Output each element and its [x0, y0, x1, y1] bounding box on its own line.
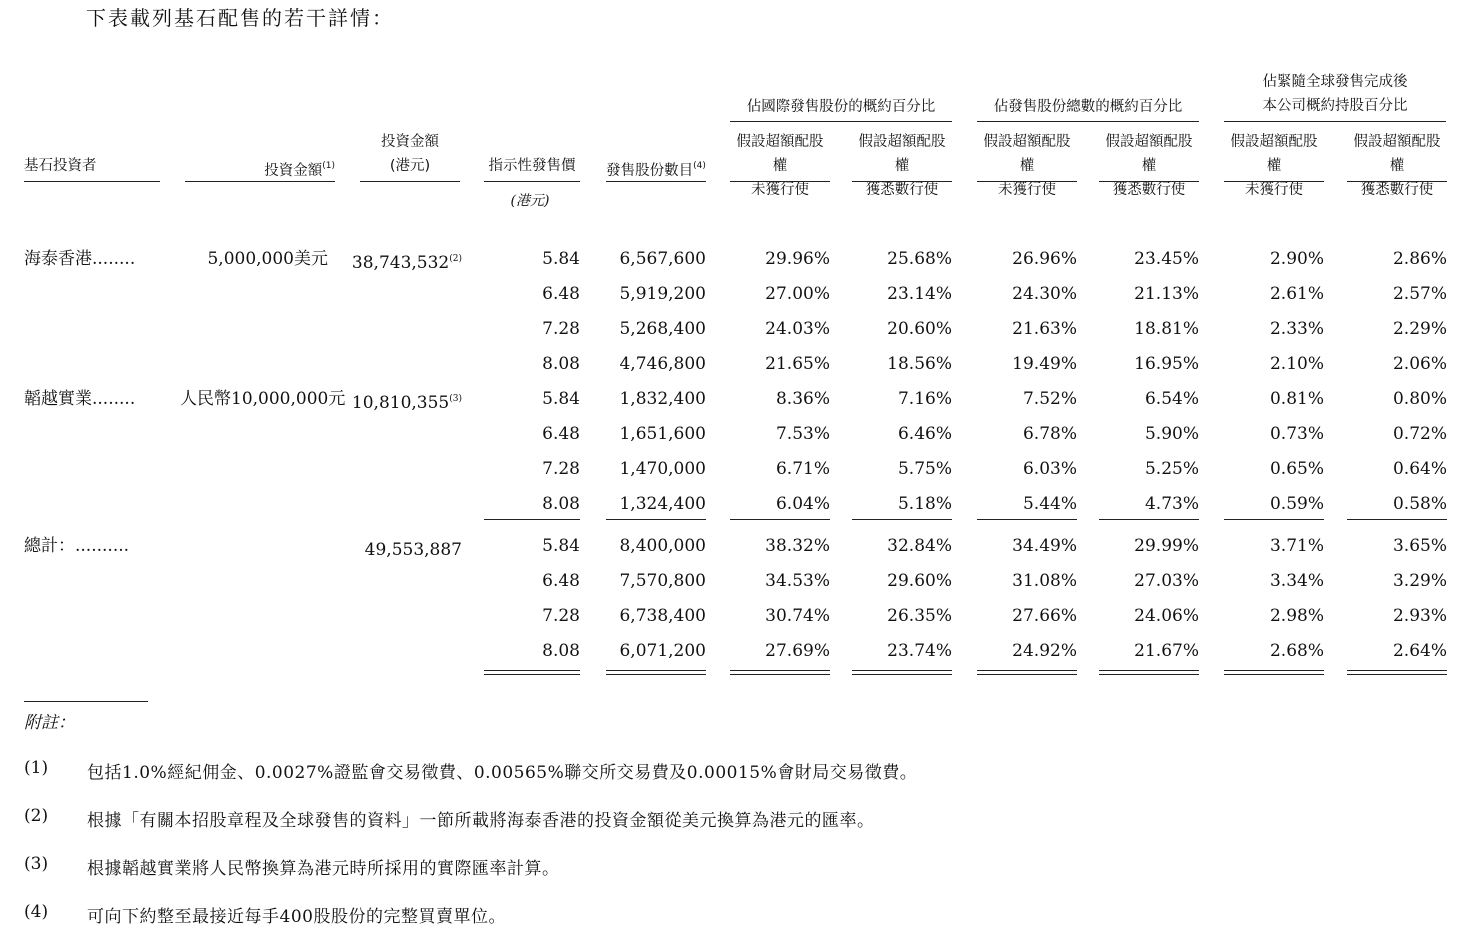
cell-pct-total-fully-exercised-value: 4.73% — [1144, 494, 1199, 514]
cell-pct-holding-fully-exercised-value: 2.57% — [1392, 284, 1447, 304]
subtotal-rule-p1 — [730, 519, 830, 520]
total-rule-p2 — [852, 670, 952, 675]
notes-divider — [24, 701, 148, 702]
cell-shares — [606, 493, 706, 515]
subtotal-rule-p2 — [852, 519, 952, 520]
cell-pct-holding-not-exercised — [1224, 570, 1324, 592]
cell-pct-holding-fully-exercised-value: 2.93% — [1392, 606, 1447, 626]
header-p4-line1: 假設超額配股權 — [1105, 134, 1193, 174]
header-group3-line2: 本公司概約持股百分比 — [1262, 98, 1408, 114]
note-text: 根據「有關本招股章程及全球發售的資料」一節所載將海泰香港的投資金額從美元換算為港元的匯率。 — [87, 811, 875, 831]
cell-shares — [606, 423, 706, 445]
cell-pct-intl-fully-exercised-value: 25.68% — [887, 249, 952, 269]
total-rule-p4 — [1099, 670, 1199, 675]
cell-pct-intl-not-exercised — [730, 640, 830, 662]
cell-pct-intl-fully-exercised-value: 23.14% — [887, 284, 952, 304]
cell-pct-total-not-exercised — [977, 318, 1077, 340]
cell-pct-intl-fully-exercised — [852, 458, 952, 480]
note-text: 包括1.0%經紀佣金、0.0027%證監會交易徵費、0.00565%聯交所交易費及0.00015%會財局交易徵費。 — [87, 763, 918, 783]
cell-pct-intl-fully-exercised — [852, 535, 952, 557]
cell-pct-holding-fully-exercised-value: 2.29% — [1392, 319, 1447, 339]
cell-pct-holding-fully-exercised — [1347, 248, 1447, 270]
cell-pct-holding-fully-exercised — [1347, 353, 1447, 375]
cell-pct-intl-fully-exercised-value: 7.16% — [897, 389, 952, 409]
cell-pct-holding-fully-exercised-value: 2.64% — [1392, 641, 1447, 661]
cell-price-value: 8.08 — [542, 494, 580, 514]
header-price-rule — [484, 181, 580, 182]
header-amount-hkd-line1: 投資金額 — [381, 134, 439, 150]
cell-price-value: 8.08 — [542, 641, 580, 661]
cell-pct-holding-fully-exercised — [1347, 570, 1447, 592]
cell-price — [484, 640, 580, 662]
cell-price-value: 6.48 — [542, 284, 580, 304]
header-p6-line2: 獲悉數行使 — [1360, 182, 1434, 198]
header-group-international-rule — [730, 121, 952, 122]
header-p6-line1: 假設超額配股權 — [1353, 134, 1441, 174]
cell-pct-intl-not-exercised — [730, 423, 830, 445]
note-number: (2) — [24, 806, 49, 826]
cell-pct-total-not-exercised-value: 26.96% — [1012, 249, 1077, 269]
header-investor-rule — [24, 181, 160, 182]
cell-pct-total-not-exercised-value: 5.44% — [1022, 494, 1077, 514]
cell-pct-holding-fully-exercised — [1347, 535, 1447, 557]
cell-pct-total-not-exercised — [977, 248, 1077, 270]
cell-investor — [24, 535, 160, 557]
header-shares-sup: (4) — [693, 161, 706, 171]
cell-pct-holding-not-exercised — [1224, 640, 1324, 662]
header-shares — [606, 154, 706, 183]
cell-pct-intl-not-exercised-value: 38.32% — [765, 536, 830, 556]
cell-pct-total-not-exercised-value: 21.63% — [1012, 319, 1077, 339]
cell-price-value: 7.28 — [542, 606, 580, 626]
cell-pct-total-not-exercised-value: 19.49% — [1012, 354, 1077, 374]
header-p1-rule — [730, 181, 830, 182]
cell-shares — [606, 535, 706, 557]
header-p4-line2: 獲悉數行使 — [1112, 182, 1186, 198]
cell-shares — [606, 640, 706, 662]
cell-pct-intl-fully-exercised-value: 23.74% — [887, 641, 952, 661]
cell-price-value: 5.84 — [542, 536, 580, 556]
cell-pct-holding-not-exercised — [1224, 535, 1324, 557]
cell-pct-holding-not-exercised-value: 0.81% — [1269, 389, 1324, 409]
cell-price — [484, 318, 580, 340]
cell-pct-intl-fully-exercised — [852, 493, 952, 515]
cell-pct-total-not-exercised-value: 31.08% — [1012, 571, 1077, 591]
cell-pct-holding-fully-exercised-value: 0.72% — [1392, 424, 1447, 444]
header-group-total: 佔發售股份總數的概約百分比 — [993, 99, 1183, 115]
cell-investor-value: 韜越實業........ — [24, 389, 136, 409]
cell-pct-total-fully-exercised-value: 16.95% — [1134, 354, 1199, 374]
subtotal-rule-p4 — [1099, 519, 1199, 520]
cell-pct-total-fully-exercised-value: 5.90% — [1144, 424, 1199, 444]
cell-pct-holding-not-exercised-value: 2.90% — [1269, 249, 1324, 269]
cell-pct-total-fully-exercised-value: 24.06% — [1134, 606, 1199, 626]
cell-pct-total-fully-exercised — [1099, 493, 1199, 515]
header-amount-hkd — [360, 130, 460, 178]
header-p2-rule — [852, 181, 952, 182]
cell-pct-intl-not-exercised — [730, 535, 830, 557]
cell-pct-total-not-exercised-value: 27.66% — [1012, 606, 1077, 626]
cell-pct-total-fully-exercised-value: 18.81% — [1134, 319, 1199, 339]
cell-pct-intl-fully-exercised — [852, 353, 952, 375]
cell-shares-value: 1,324,400 — [619, 494, 706, 514]
cell-pct-intl-not-exercised-value: 8.36% — [775, 389, 830, 409]
cell-shares-value: 5,268,400 — [619, 319, 706, 339]
cell-pct-total-not-exercised — [977, 570, 1077, 592]
cell-shares — [606, 605, 706, 627]
cell-shares-value: 4,746,800 — [619, 354, 706, 374]
cell-pct-holding-not-exercised-value: 2.33% — [1269, 319, 1324, 339]
cell-pct-total-fully-exercised — [1099, 318, 1199, 340]
cell-pct-holding-not-exercised-value: 2.61% — [1269, 284, 1324, 304]
cell-pct-holding-not-exercised — [1224, 493, 1324, 515]
cell-pct-holding-not-exercised-value: 0.65% — [1269, 459, 1324, 479]
cell-pct-total-not-exercised — [977, 458, 1077, 480]
cell-pct-total-not-exercised — [977, 605, 1077, 627]
note-number: (3) — [24, 854, 49, 874]
cell-pct-intl-fully-exercised-value: 6.46% — [897, 424, 952, 444]
cell-pct-holding-not-exercised — [1224, 605, 1324, 627]
cell-pct-holding-not-exercised-value: 0.59% — [1269, 494, 1324, 514]
header-p2-line2: 獲悉數行使 — [865, 182, 939, 198]
cell-pct-intl-fully-exercised — [852, 605, 952, 627]
subtotal-rule-p5 — [1224, 519, 1324, 520]
cell-price — [484, 458, 580, 480]
header-p6 — [1347, 130, 1447, 202]
header-p3-line1: 假設超額配股權 — [983, 134, 1071, 174]
subtotal-rule-p3 — [977, 519, 1077, 520]
cell-pct-intl-fully-exercised — [852, 640, 952, 662]
cell-price — [484, 353, 580, 375]
note-number: (4) — [24, 902, 49, 922]
cell-pct-total-fully-exercised — [1099, 458, 1199, 480]
cell-shares — [606, 570, 706, 592]
total-rule-p6 — [1347, 670, 1447, 675]
header-p5 — [1224, 130, 1324, 202]
cell-pct-intl-not-exercised — [730, 388, 830, 410]
cell-pct-holding-not-exercised — [1224, 318, 1324, 340]
cell-pct-intl-not-exercised-value: 34.53% — [765, 571, 830, 591]
price-unit-label: (港元) — [510, 193, 550, 209]
cell-pct-intl-fully-exercised — [852, 388, 952, 410]
total-rule-shares — [606, 670, 706, 675]
cell-pct-intl-not-exercised — [730, 353, 830, 375]
cell-shares — [606, 388, 706, 410]
cell-pct-holding-not-exercised-value: 3.34% — [1269, 571, 1324, 591]
cell-pct-total-not-exercised-value: 7.52% — [1022, 389, 1077, 409]
cell-pct-holding-not-exercised-value: 2.98% — [1269, 606, 1324, 626]
cell-pct-holding-not-exercised-value: 0.73% — [1269, 424, 1324, 444]
cell-shares — [606, 248, 706, 270]
cell-pct-intl-fully-exercised — [852, 283, 952, 305]
cell-amount — [180, 388, 346, 410]
cell-pct-total-fully-exercised — [1099, 570, 1199, 592]
cell-pct-holding-not-exercised — [1224, 283, 1324, 305]
cell-pct-intl-not-exercised-value: 30.74% — [765, 606, 830, 626]
cell-pct-intl-not-exercised — [730, 605, 830, 627]
cell-amount — [180, 248, 328, 270]
cell-pct-intl-not-exercised-value: 21.65% — [765, 354, 830, 374]
cell-amount-value: 人民幣10,000,000元 — [180, 389, 346, 409]
cell-pct-total-fully-exercised-value: 23.45% — [1134, 249, 1199, 269]
total-rule-p1 — [730, 670, 830, 675]
cell-amount-hkd — [340, 535, 462, 561]
header-amount-hkd-rule — [360, 181, 460, 182]
cell-price-value: 7.28 — [542, 459, 580, 479]
cell-pct-holding-fully-exercised-value: 2.86% — [1392, 249, 1447, 269]
header-amount-hkd-line2: (港元) — [389, 158, 431, 174]
cell-pct-intl-not-exercised-value: 6.71% — [775, 459, 830, 479]
cell-pct-holding-not-exercised — [1224, 353, 1324, 375]
cell-pct-holding-fully-exercised — [1347, 283, 1447, 305]
cell-pct-holding-fully-exercised — [1347, 640, 1447, 662]
note-text: 可向下約整至最接近每手400股股份的完整買賣單位。 — [87, 907, 506, 927]
cell-pct-total-fully-exercised — [1099, 353, 1199, 375]
header-p4-rule — [1099, 181, 1199, 182]
cell-pct-total-fully-exercised-value: 6.54% — [1144, 389, 1199, 409]
cell-pct-holding-fully-exercised-value: 0.58% — [1392, 494, 1447, 514]
cell-pct-holding-not-exercised — [1224, 423, 1324, 445]
header-amount-rule — [185, 181, 335, 182]
header-shares-rule — [606, 181, 706, 182]
cell-pct-intl-fully-exercised — [852, 423, 952, 445]
header-group-international: 佔國際發售股份的概約百分比 — [746, 99, 936, 115]
header-p5-line1: 假設超額配股權 — [1230, 134, 1318, 174]
cell-investor — [24, 388, 160, 410]
cell-pct-intl-fully-exercised-value: 26.35% — [887, 606, 952, 626]
header-p3-rule — [977, 181, 1077, 182]
cell-price — [484, 248, 580, 270]
header-group-total-rule — [977, 121, 1199, 122]
cell-shares-value: 1,470,000 — [619, 459, 706, 479]
cell-pct-holding-fully-exercised-value: 0.64% — [1392, 459, 1447, 479]
cell-shares — [606, 353, 706, 375]
cell-amount-hkd-footnote: (2) — [449, 254, 462, 264]
cell-price — [484, 283, 580, 305]
cell-pct-intl-fully-exercised-value: 5.75% — [897, 459, 952, 479]
header-amount — [185, 154, 335, 183]
cell-pct-intl-not-exercised — [730, 570, 830, 592]
cell-pct-intl-not-exercised — [730, 283, 830, 305]
cell-investor-value: 海泰香港........ — [24, 249, 136, 269]
cell-pct-total-fully-exercised-value: 27.03% — [1134, 571, 1199, 591]
cell-pct-total-fully-exercised-value: 21.67% — [1134, 641, 1199, 661]
intro-text: 下表載列基石配售的若干詳情： — [86, 6, 394, 30]
header-p6-rule — [1347, 181, 1447, 182]
header-group-shareholding — [1224, 70, 1446, 118]
cell-investor — [24, 248, 160, 270]
header-p2 — [852, 130, 952, 202]
cell-price-value: 7.28 — [542, 319, 580, 339]
cell-pct-holding-fully-exercised — [1347, 423, 1447, 445]
cell-pct-total-not-exercised — [977, 388, 1077, 410]
cell-pct-intl-fully-exercised — [852, 248, 952, 270]
cell-pct-total-not-exercised — [977, 535, 1077, 557]
cell-pct-intl-not-exercised-value: 7.53% — [775, 424, 830, 444]
header-p3-line2: 未獲行使 — [998, 182, 1056, 198]
cell-shares — [606, 283, 706, 305]
cell-pct-holding-fully-exercised-value: 2.06% — [1392, 354, 1447, 374]
cell-pct-holding-fully-exercised — [1347, 493, 1447, 515]
cell-pct-total-fully-exercised — [1099, 535, 1199, 557]
cell-pct-intl-fully-exercised-value: 29.60% — [887, 571, 952, 591]
cell-pct-holding-not-exercised-value: 2.10% — [1269, 354, 1324, 374]
cell-pct-intl-not-exercised-value: 6.04% — [775, 494, 830, 514]
cell-price-value: 5.84 — [542, 389, 580, 409]
cell-pct-holding-not-exercised-value: 3.71% — [1269, 536, 1324, 556]
cell-amount-hkd-value: 10,810,355 — [351, 393, 450, 413]
cell-pct-intl-not-exercised — [730, 318, 830, 340]
cell-pct-total-not-exercised — [977, 493, 1077, 515]
cell-shares-value: 6,738,400 — [619, 606, 706, 626]
cell-price — [484, 605, 580, 627]
cell-amount-value: 5,000,000美元 — [207, 249, 328, 269]
subtotal-rule-shares — [606, 519, 706, 520]
cell-pct-total-fully-exercised-value: 21.13% — [1134, 284, 1199, 304]
cell-pct-holding-fully-exercised-value: 3.65% — [1392, 536, 1447, 556]
cell-price-value: 6.48 — [542, 571, 580, 591]
cell-pct-total-not-exercised — [977, 353, 1077, 375]
cell-pct-total-not-exercised — [977, 283, 1077, 305]
cell-shares-value: 5,919,200 — [619, 284, 706, 304]
cell-amount-hkd — [340, 388, 462, 414]
cell-pct-holding-not-exercised — [1224, 388, 1324, 410]
header-p3 — [977, 130, 1077, 202]
total-rule-p5 — [1224, 670, 1324, 675]
cell-shares — [606, 318, 706, 340]
cell-shares-value: 6,567,600 — [619, 249, 706, 269]
cell-pct-total-fully-exercised — [1099, 423, 1199, 445]
cell-pct-intl-not-exercised-value: 27.69% — [765, 641, 830, 661]
cell-pct-intl-not-exercised — [730, 248, 830, 270]
cell-pct-holding-not-exercised — [1224, 458, 1324, 480]
cell-price — [484, 423, 580, 445]
total-rule-p3 — [977, 670, 1077, 675]
cell-pct-holding-fully-exercised — [1347, 605, 1447, 627]
cell-pct-intl-fully-exercised — [852, 570, 952, 592]
cell-pct-total-not-exercised-value: 6.78% — [1022, 424, 1077, 444]
header-p5-line2: 未獲行使 — [1245, 182, 1303, 198]
cell-price — [484, 535, 580, 557]
cell-amount-hkd-footnote: (3) — [449, 394, 462, 404]
header-amount-sup: (1) — [322, 161, 335, 171]
cell-pct-total-fully-exercised — [1099, 605, 1199, 627]
cell-shares-value: 1,832,400 — [619, 389, 706, 409]
cell-pct-intl-fully-exercised — [852, 318, 952, 340]
cell-shares-value: 1,651,600 — [619, 424, 706, 444]
header-group-shareholding-rule — [1224, 121, 1446, 122]
cell-pct-total-not-exercised-value: 6.03% — [1022, 459, 1077, 479]
cell-investor-value: 總計：.......... — [24, 536, 130, 556]
cell-shares-value: 8,400,000 — [619, 536, 706, 556]
cell-pct-intl-fully-exercised-value: 5.18% — [897, 494, 952, 514]
header-shares-label: 發售股份數目 — [606, 163, 694, 179]
cell-pct-total-not-exercised-value: 24.30% — [1012, 284, 1077, 304]
note-number: (1) — [24, 758, 49, 778]
cell-pct-holding-fully-exercised — [1347, 318, 1447, 340]
cell-pct-intl-not-exercised — [730, 493, 830, 515]
cell-amount-hkd-value: 49,553,887 — [364, 540, 462, 560]
cell-shares-value: 7,570,800 — [619, 571, 706, 591]
cell-price — [484, 570, 580, 592]
header-p2-line1: 假設超額配股權 — [858, 134, 946, 174]
cell-pct-holding-fully-exercised — [1347, 388, 1447, 410]
header-p1-line1: 假設超額配股權 — [736, 134, 824, 174]
cell-pct-intl-not-exercised-value: 27.00% — [765, 284, 830, 304]
cell-pct-holding-fully-exercised-value: 3.29% — [1392, 571, 1447, 591]
cell-price-value: 8.08 — [542, 354, 580, 374]
cell-pct-intl-not-exercised-value: 29.96% — [765, 249, 830, 269]
header-amount-label: 投資金額 — [264, 163, 323, 179]
header-group3-line1: 佔緊隨全球發售完成後 — [1262, 74, 1408, 90]
cell-price-value: 5.84 — [542, 249, 580, 269]
cell-pct-intl-fully-exercised-value: 20.60% — [887, 319, 952, 339]
cell-pct-total-not-exercised-value: 34.49% — [1012, 536, 1077, 556]
cell-pct-intl-fully-exercised-value: 18.56% — [887, 354, 952, 374]
note-text: 根據韜越實業將人民幣換算為港元時所採用的實際匯率計算。 — [87, 859, 560, 879]
cell-pct-total-fully-exercised — [1099, 388, 1199, 410]
total-rule-price — [484, 670, 580, 675]
cell-pct-total-not-exercised — [977, 640, 1077, 662]
cell-pct-holding-fully-exercised — [1347, 458, 1447, 480]
header-p4 — [1099, 130, 1199, 202]
cell-pct-total-not-exercised — [977, 423, 1077, 445]
cell-amount-hkd-value: 38,743,532 — [351, 253, 450, 273]
cell-pct-total-fully-exercised — [1099, 640, 1199, 662]
header-investor: 基石投資者 — [24, 158, 97, 174]
cell-pct-holding-not-exercised-value: 2.68% — [1269, 641, 1324, 661]
cell-shares — [606, 458, 706, 480]
cell-pct-total-not-exercised-value: 24.92% — [1012, 641, 1077, 661]
cell-shares-value: 6,071,200 — [619, 641, 706, 661]
cell-pct-holding-not-exercised — [1224, 248, 1324, 270]
header-p1-line2: 未獲行使 — [751, 182, 809, 198]
header-p5-rule — [1224, 181, 1324, 182]
cell-pct-total-fully-exercised — [1099, 283, 1199, 305]
cell-pct-total-fully-exercised — [1099, 248, 1199, 270]
header-price: 指示性發售價 — [488, 158, 576, 174]
cell-price — [484, 493, 580, 515]
subtotal-rule-p6 — [1347, 519, 1447, 520]
cell-pct-total-fully-exercised-value: 5.25% — [1144, 459, 1199, 479]
cell-pct-intl-not-exercised — [730, 458, 830, 480]
cell-pct-intl-fully-exercised-value: 32.84% — [887, 536, 952, 556]
notes-title: 附註： — [24, 713, 75, 733]
header-p1 — [730, 130, 830, 202]
cell-amount-hkd — [340, 248, 462, 274]
cell-price-value: 6.48 — [542, 424, 580, 444]
cell-price — [484, 388, 580, 410]
cell-pct-total-fully-exercised-value: 29.99% — [1134, 536, 1199, 556]
subtotal-rule-price — [484, 519, 580, 520]
cell-pct-holding-fully-exercised-value: 0.80% — [1392, 389, 1447, 409]
cell-pct-intl-not-exercised-value: 24.03% — [765, 319, 830, 339]
